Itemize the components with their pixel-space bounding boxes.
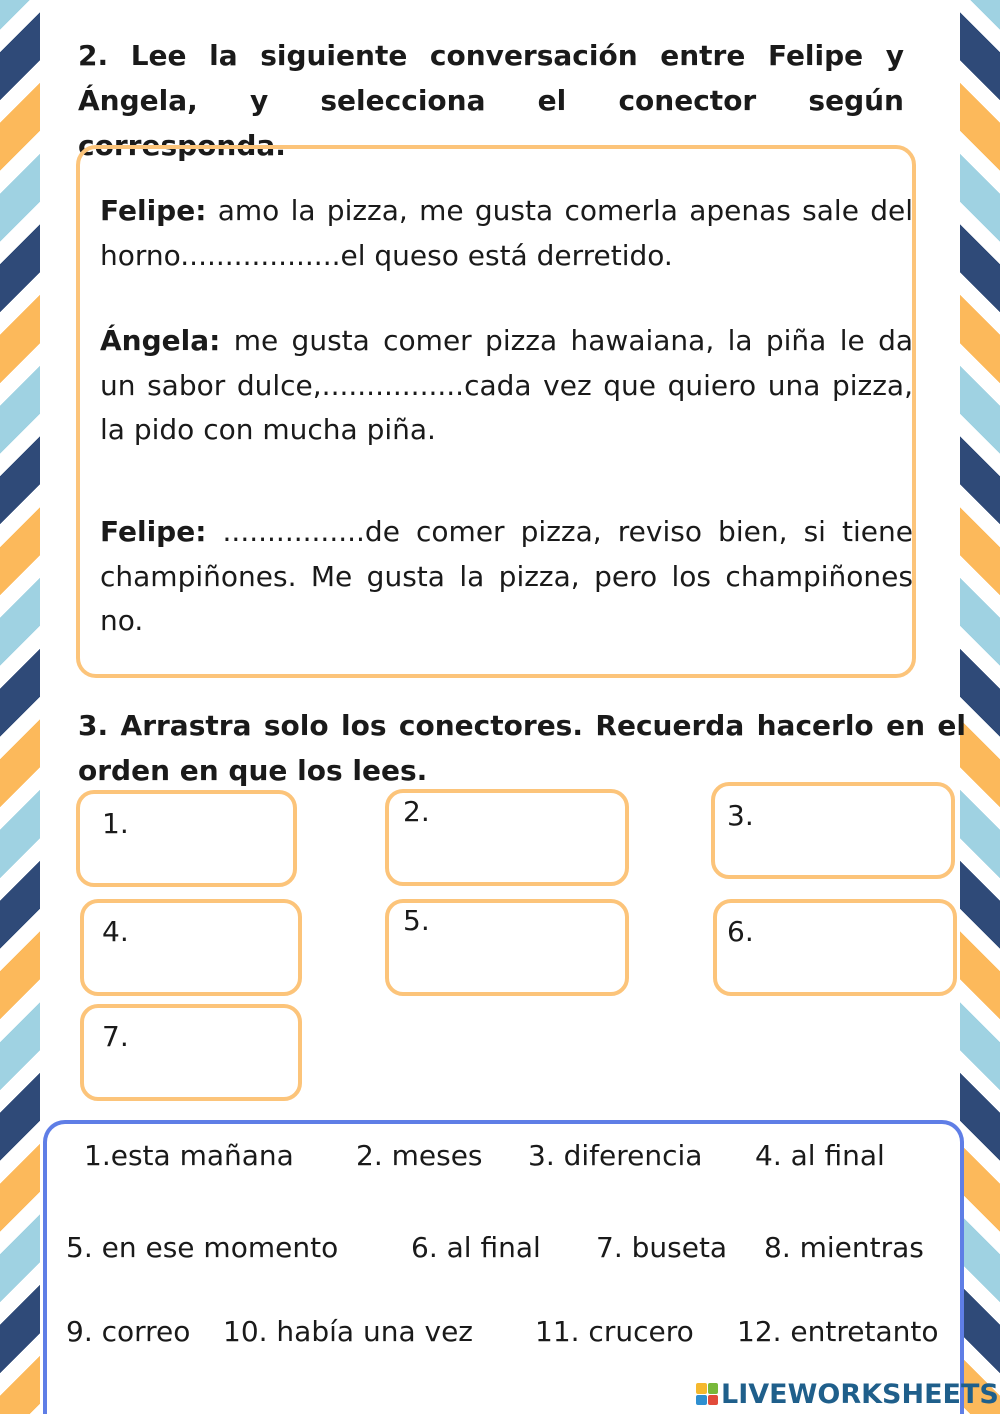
drop-box-number: 5.	[403, 904, 430, 937]
word-option-12[interactable]: 12. entretanto	[737, 1315, 939, 1348]
dialog-text: amo la pizza, me gusta comerla apenas sale del horno..................el queso está derretido.	[100, 194, 913, 272]
dialog-line-angela	[100, 319, 913, 453]
drop-box-number: 6.	[727, 915, 754, 948]
drop-box-number: 4.	[102, 915, 129, 948]
logo-tile	[696, 1395, 707, 1406]
drop-box-number: 7.	[102, 1020, 129, 1053]
logo-tile	[708, 1383, 719, 1394]
word-option-9[interactable]: 9. correo	[66, 1315, 191, 1348]
section-2-heading: 2. Lee la siguiente conversación entre Felipe y Ángela, y selecciona el conector según corresponda.	[78, 39, 904, 162]
word-option-8[interactable]: 8. mientras	[764, 1231, 924, 1264]
drop-box-number: 1.	[102, 807, 129, 840]
drop-box-number: 3.	[727, 799, 754, 832]
brand-name: LIVEWORKSHEETS	[721, 1378, 999, 1410]
speaker-label: Felipe:	[100, 194, 207, 227]
word-option-5[interactable]: 5. en ese momento	[66, 1231, 339, 1264]
section-3-heading: 3. Arrastra solo los conectores. Recuerda hacerlo en el orden en que los lees.	[78, 709, 966, 787]
drop-box-1[interactable]	[76, 790, 297, 887]
logo-tile	[696, 1383, 707, 1394]
dialog-line-felipe-2	[100, 510, 913, 644]
word-option-3[interactable]: 3. diferencia	[528, 1139, 703, 1172]
decorative-stripes-right	[960, 0, 1000, 1414]
drop-box-2[interactable]	[385, 789, 629, 886]
word-option-10[interactable]: 10. había una vez	[223, 1315, 473, 1348]
word-option-1[interactable]: 1.esta mañana	[84, 1139, 294, 1172]
word-option-2[interactable]: 2. meses	[356, 1139, 483, 1172]
speaker-label: Ángela:	[100, 324, 221, 357]
decorative-stripes-left	[0, 0, 40, 1414]
liveworksheets-logo-icon	[696, 1383, 718, 1405]
drop-box-7[interactable]	[80, 1004, 302, 1101]
word-option-11[interactable]: 11. crucero	[535, 1315, 694, 1348]
speaker-label: Felipe:	[100, 515, 207, 548]
dialog-text: ................de comer pizza, reviso bien, si tiene champiñones. Me gusta la pizza, pero los champiñones no.	[100, 515, 913, 637]
drop-box-5[interactable]	[385, 899, 629, 996]
drop-box-3[interactable]	[711, 782, 955, 879]
drop-box-6[interactable]	[713, 899, 957, 996]
brand-watermark	[696, 1377, 999, 1411]
dialog-line-felipe-1	[100, 189, 913, 278]
word-option-4[interactable]: 4. al final	[755, 1139, 885, 1172]
logo-tile	[708, 1395, 719, 1406]
word-option-7[interactable]: 7. buseta	[596, 1231, 728, 1264]
word-option-6[interactable]: 6. al final	[411, 1231, 541, 1264]
drop-box-4[interactable]	[80, 899, 302, 996]
dialog-text: me gusta comer pizza hawaiana, la piña le da un sabor dulce,................cada vez que quiero una pizza, la pido con mucha piña.	[100, 324, 913, 446]
drop-box-number: 2.	[403, 795, 430, 828]
